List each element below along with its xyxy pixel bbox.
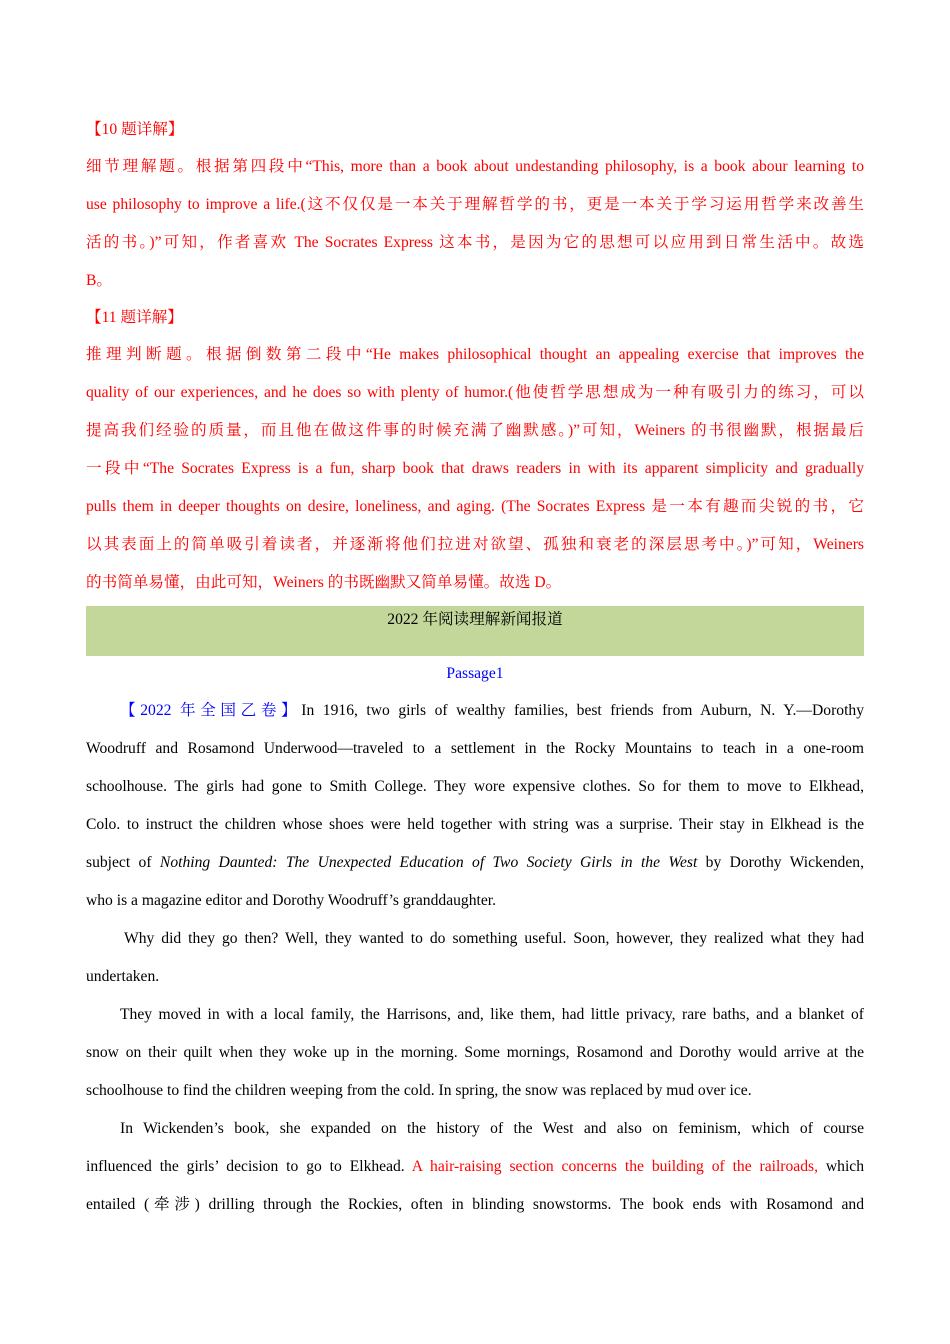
passage-line: snow on their quilt when they woke up in the morning. Some mornings, Rosamond and Dorothy would arrive at the <box>86 1044 864 1061</box>
q11-line: 推理判断题。根据倒数第二段中“He makes philosophical thought an appealing exercise that improves the <box>86 346 864 363</box>
passage-line: In Wickenden’s book, she expanded on the history of the West and also on feminism, which of course <box>120 1120 864 1137</box>
passage-line: They moved in with a local family, the Harrisons, and, like them, had little privacy, rare baths, and a blanket of <box>120 1006 864 1023</box>
p4-post: which <box>817 1158 864 1175</box>
passage-line: schoolhouse to find the children weeping from the cold. In spring, the snow was replaced by mud over ice. <box>86 1082 752 1099</box>
passage-subject-line <box>86 844 864 882</box>
q11-heading: 【11 题详解】 <box>86 309 183 326</box>
highlighted-sentence: A hair-raising section concerns the building of the railroads, <box>411 1158 818 1175</box>
p1-text: In 1916, two girls of wealthy families, best friends from Auburn, N. Y.—Dorothy <box>301 702 864 719</box>
q10-line: 细节理解题。根据第四段中“This, more than a book about undestanding philosophy, is a book abour learning to <box>86 158 864 175</box>
source-tag: 【2022 年全国乙卷】 <box>120 702 302 719</box>
subject-post: by Dorothy Wickenden, <box>697 854 864 871</box>
passage-line: undertaken. <box>86 968 160 985</box>
passage-line: Colo. to instruct the children whose shoes were held together with string was a surprise. Their stay in Elkhead is the <box>86 816 864 833</box>
q11-line: 以其表面上的简单吸引着读者，并逐渐将他们拉进对欲望、孤独和衰老的深层思考中。)”可知，Weiners <box>86 536 864 553</box>
q11-line: pulls them in deeper thoughts on desire, loneliness, and aging. (The Socrates Express 是一本有趣而尖锐的书，它 <box>86 498 864 515</box>
q10-line: B。 <box>86 272 112 289</box>
q10-line: 活的书。)”可知，作者喜欢 The Socrates Express 这本书，是因为它的思想可以应用到日常生活中。故选 <box>86 234 864 251</box>
subject-pre: subject of <box>86 854 160 871</box>
passage-highlight-line <box>86 1148 864 1186</box>
passage-line: Woodruff and Rosamond Underwood—traveled to a settlement in the Rocky Mountains to teach in a one-room <box>86 740 864 757</box>
document-page <box>86 112 864 1224</box>
passage-p1-first <box>86 692 864 730</box>
passage-line: who is a magazine editor and Dorothy Woodruff’s granddaughter. <box>86 892 496 909</box>
p4-pre: influenced the girls’ decision to go to Elkhead. <box>86 1158 412 1175</box>
passage-title: Passage1 <box>446 665 504 682</box>
q11-line: 提高我们经验的质量，而且他在做这件事的时候充满了幽默感。)”可知，Weiners 的书很幽默，根据最后 <box>86 422 864 439</box>
passage-line: entailed (牵涉) drilling through the Rockies, often in blinding snowstorms. The book ends with Rosamond and <box>86 1196 864 1213</box>
passage-line: Why did they go then? Well, they wanted to do something useful. Soon, however, they realized what they had <box>124 930 864 947</box>
book-title: Nothing Daunted: The Unexpected Education of Two Society Girls in the West <box>159 854 698 871</box>
q10-line: use philosophy to improve a life.(这不仅仅是一本关于理解哲学的书，更是一本关于学习运用哲学来改善生 <box>86 196 864 213</box>
q11-line: 的书简单易懂，由此可知，Weiners 的书既幽默又简单易懂。故选 D。 <box>86 574 562 591</box>
section-banner <box>86 606 864 656</box>
banner-title: 2022 年阅读理解新闻报道 <box>387 611 563 628</box>
q11-line: 一段中“The Socrates Express is a fun, sharp book that draws readers in with its apparent simplicity and gradually <box>86 460 864 477</box>
q11-line: quality of our experiences, and he does so with plenty of humor.(他使哲学思想成为一种有吸引力的练习，可以 <box>86 384 864 401</box>
passage-line: schoolhouse. The girls had gone to Smith College. They wore expensive clothes. So for them to move to Elkhead, <box>86 778 864 795</box>
q10-heading: 【10 题详解】 <box>86 121 184 138</box>
